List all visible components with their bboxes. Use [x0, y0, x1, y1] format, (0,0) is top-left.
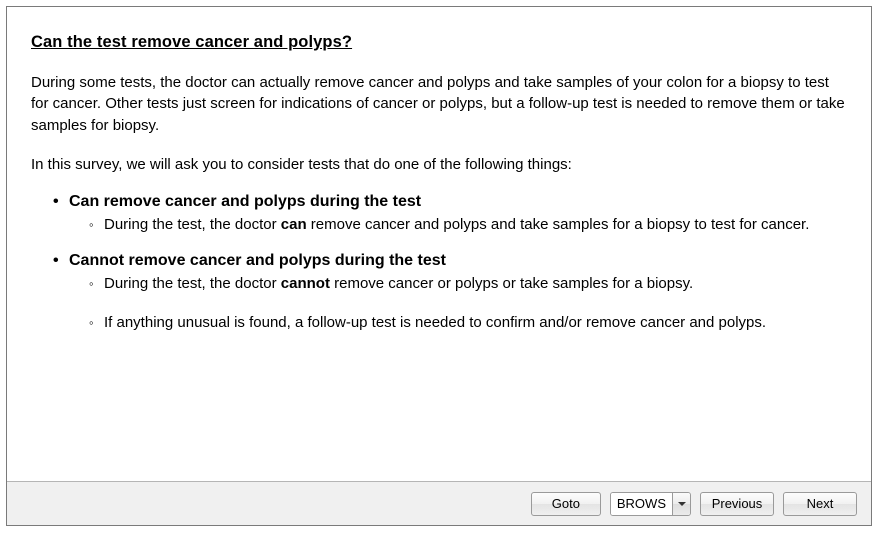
- sub-list-item: [89, 215, 847, 236]
- page-select[interactable]: [610, 492, 691, 516]
- sub-list-item: [89, 313, 847, 334]
- page-title: Can the test remove cancer and polyps?: [31, 33, 353, 51]
- sub-item-text: [104, 313, 766, 334]
- next-button[interactable]: Next: [783, 492, 857, 516]
- sub-item-text: [104, 274, 693, 295]
- sub-list-item: [89, 274, 847, 295]
- chevron-down-icon[interactable]: [672, 493, 690, 515]
- previous-button[interactable]: Previous: [700, 492, 774, 516]
- sub-item-text-strong: can: [280, 216, 307, 234]
- sub-bullet-marker-icon: ◦: [89, 275, 94, 291]
- sub-item-text-strong: cannot: [280, 274, 330, 292]
- sub-item-text-before: During the test, the doctor: [104, 274, 281, 292]
- sub-item-text: [104, 215, 809, 236]
- bullet-heading-can-remove: [53, 193, 847, 211]
- option-explanation-list: [31, 193, 847, 333]
- goto-button[interactable]: Goto: [531, 492, 601, 516]
- navigation-footer: [7, 481, 871, 525]
- survey-window: [6, 6, 872, 526]
- sub-item-text-before: During the test, the doctor: [104, 216, 281, 234]
- page-select-value: BROWS: [611, 493, 672, 515]
- bullet-marker-icon: •: [53, 193, 59, 211]
- sub-item-text-after: remove cancer or polyps or take samples for a biopsy.: [329, 274, 694, 292]
- list-item: [31, 193, 847, 236]
- bullet-heading-label: Cannot remove cancer and polyps during the test: [69, 251, 446, 269]
- bullet-heading-cannot-remove: [53, 252, 847, 270]
- sub-bullet-marker-icon: ◦: [89, 314, 94, 330]
- sub-item-text-after: remove cancer and polyps and take samples for a biopsy to test for cancer.: [306, 216, 810, 234]
- intro-paragraph-2: In this survey, we will ask you to consider tests that do one of the following things:: [31, 155, 572, 173]
- intro-paragraph-1: During some tests, the doctor can actually remove cancer and polyps and take samples of your colon for a biopsy to test for cancer. Other tests just screen for indications of cancer or polyps, but a follow-up test is needed to remove them or take samples for biopsy.: [31, 74, 845, 134]
- bullet-heading-label: Can remove cancer and polyps during the test: [69, 193, 422, 211]
- sub-bullet-marker-icon: ◦: [89, 217, 94, 233]
- sub-item-text-before: If anything unusual is found, a follow-up test is needed to confirm and/or remove cancer and polyps.: [104, 313, 767, 331]
- bullet-marker-icon: •: [53, 251, 59, 269]
- survey-content: [7, 7, 871, 481]
- list-item: [31, 252, 847, 333]
